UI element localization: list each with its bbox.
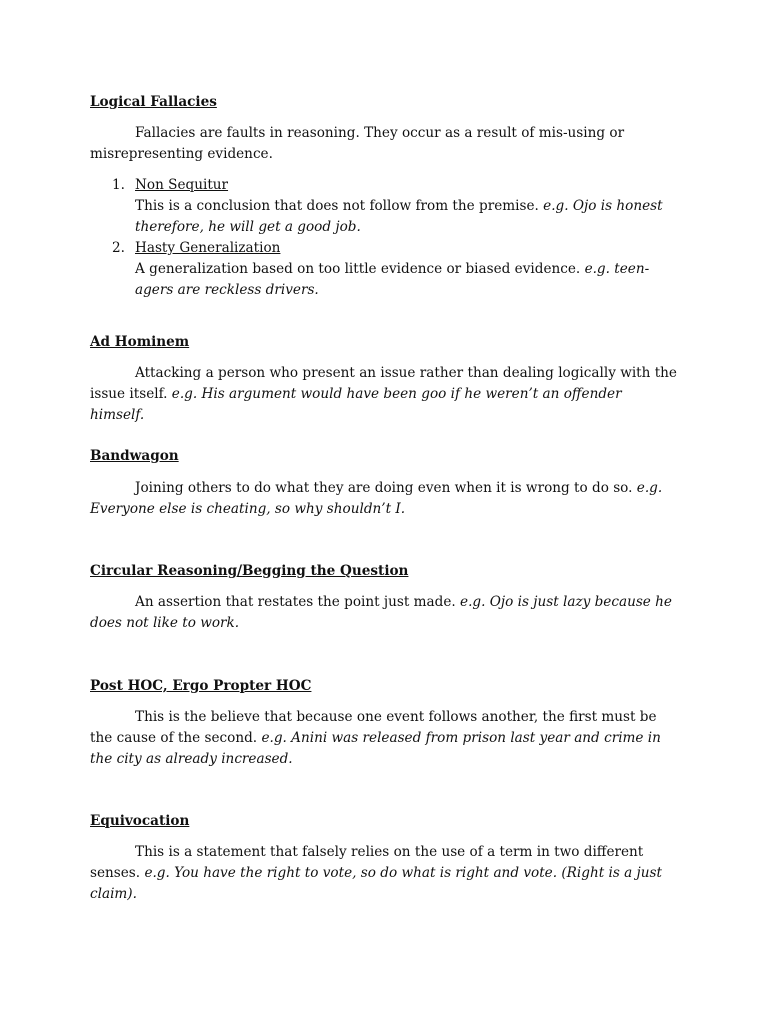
list-item-example: e.g. teen-agers are reckless drivers. [135,261,650,298]
section-paragraph [90,842,680,905]
list-item-text: A generalization based on too little evidence or biased evidence. [135,261,581,277]
section-heading: Circular Reasoning/Begging the Question [90,563,409,579]
section-example: e.g. You have the right to vote, so do what is right and vote. (Right is a just claim). [90,865,662,902]
section-heading: Post HOC, Ergo Propter HOC [90,678,312,694]
list-item-title: Non Sequitur [135,177,229,193]
section-example: e.g. Ojo is just lazy because he does not like to work. [90,594,672,631]
section-example: e.g. Anini was released from prison last year and crime in the city as already increased. [90,730,661,767]
list-item-title: Hasty Generalization [135,240,281,256]
section-example: e.g. Everyone else is cheating, so why shouldn’t I. [90,480,663,517]
section-paragraph [90,478,680,520]
section-paragraph [90,707,680,770]
fallacy-list [90,175,680,301]
section-text: An assertion that restates the point just made. [135,594,456,610]
list-number: 2. [112,240,125,256]
list-item [90,238,680,301]
list-number: 1. [112,177,125,193]
section-example: e.g. His argument would have been goo if he weren’t an offender himself. [90,386,622,423]
document-title: Logical Fallacies [90,94,217,110]
section-heading: Ad Hominem [90,334,190,350]
section-paragraph [90,363,680,426]
list-item [90,175,680,238]
list-item-example: e.g. Ojo is honest therefore, he will get a good job. [135,198,663,235]
list-item-text: This is a conclusion that does not follow from the premise. [135,198,539,214]
section-text: This is a statement that falsely relies on the use of a term in two different senses. [90,844,644,881]
section-heading: Equivocation [90,813,190,829]
section-text: This is the believe that because one event follows another, the first must be the cause of the second. [90,709,657,746]
section-heading: Bandwagon [90,448,179,464]
section-text: Attacking a person who present an issue rather than dealing logically with the issue itself. [90,365,677,402]
section-paragraph [90,592,680,634]
intro-paragraph: Fallacies are faults in reasoning. They occur as a result of mis-using or misrepresenting evidence. [90,125,625,162]
section-text: Joining others to do what they are doing even when it is wrong to do so. [135,480,633,496]
